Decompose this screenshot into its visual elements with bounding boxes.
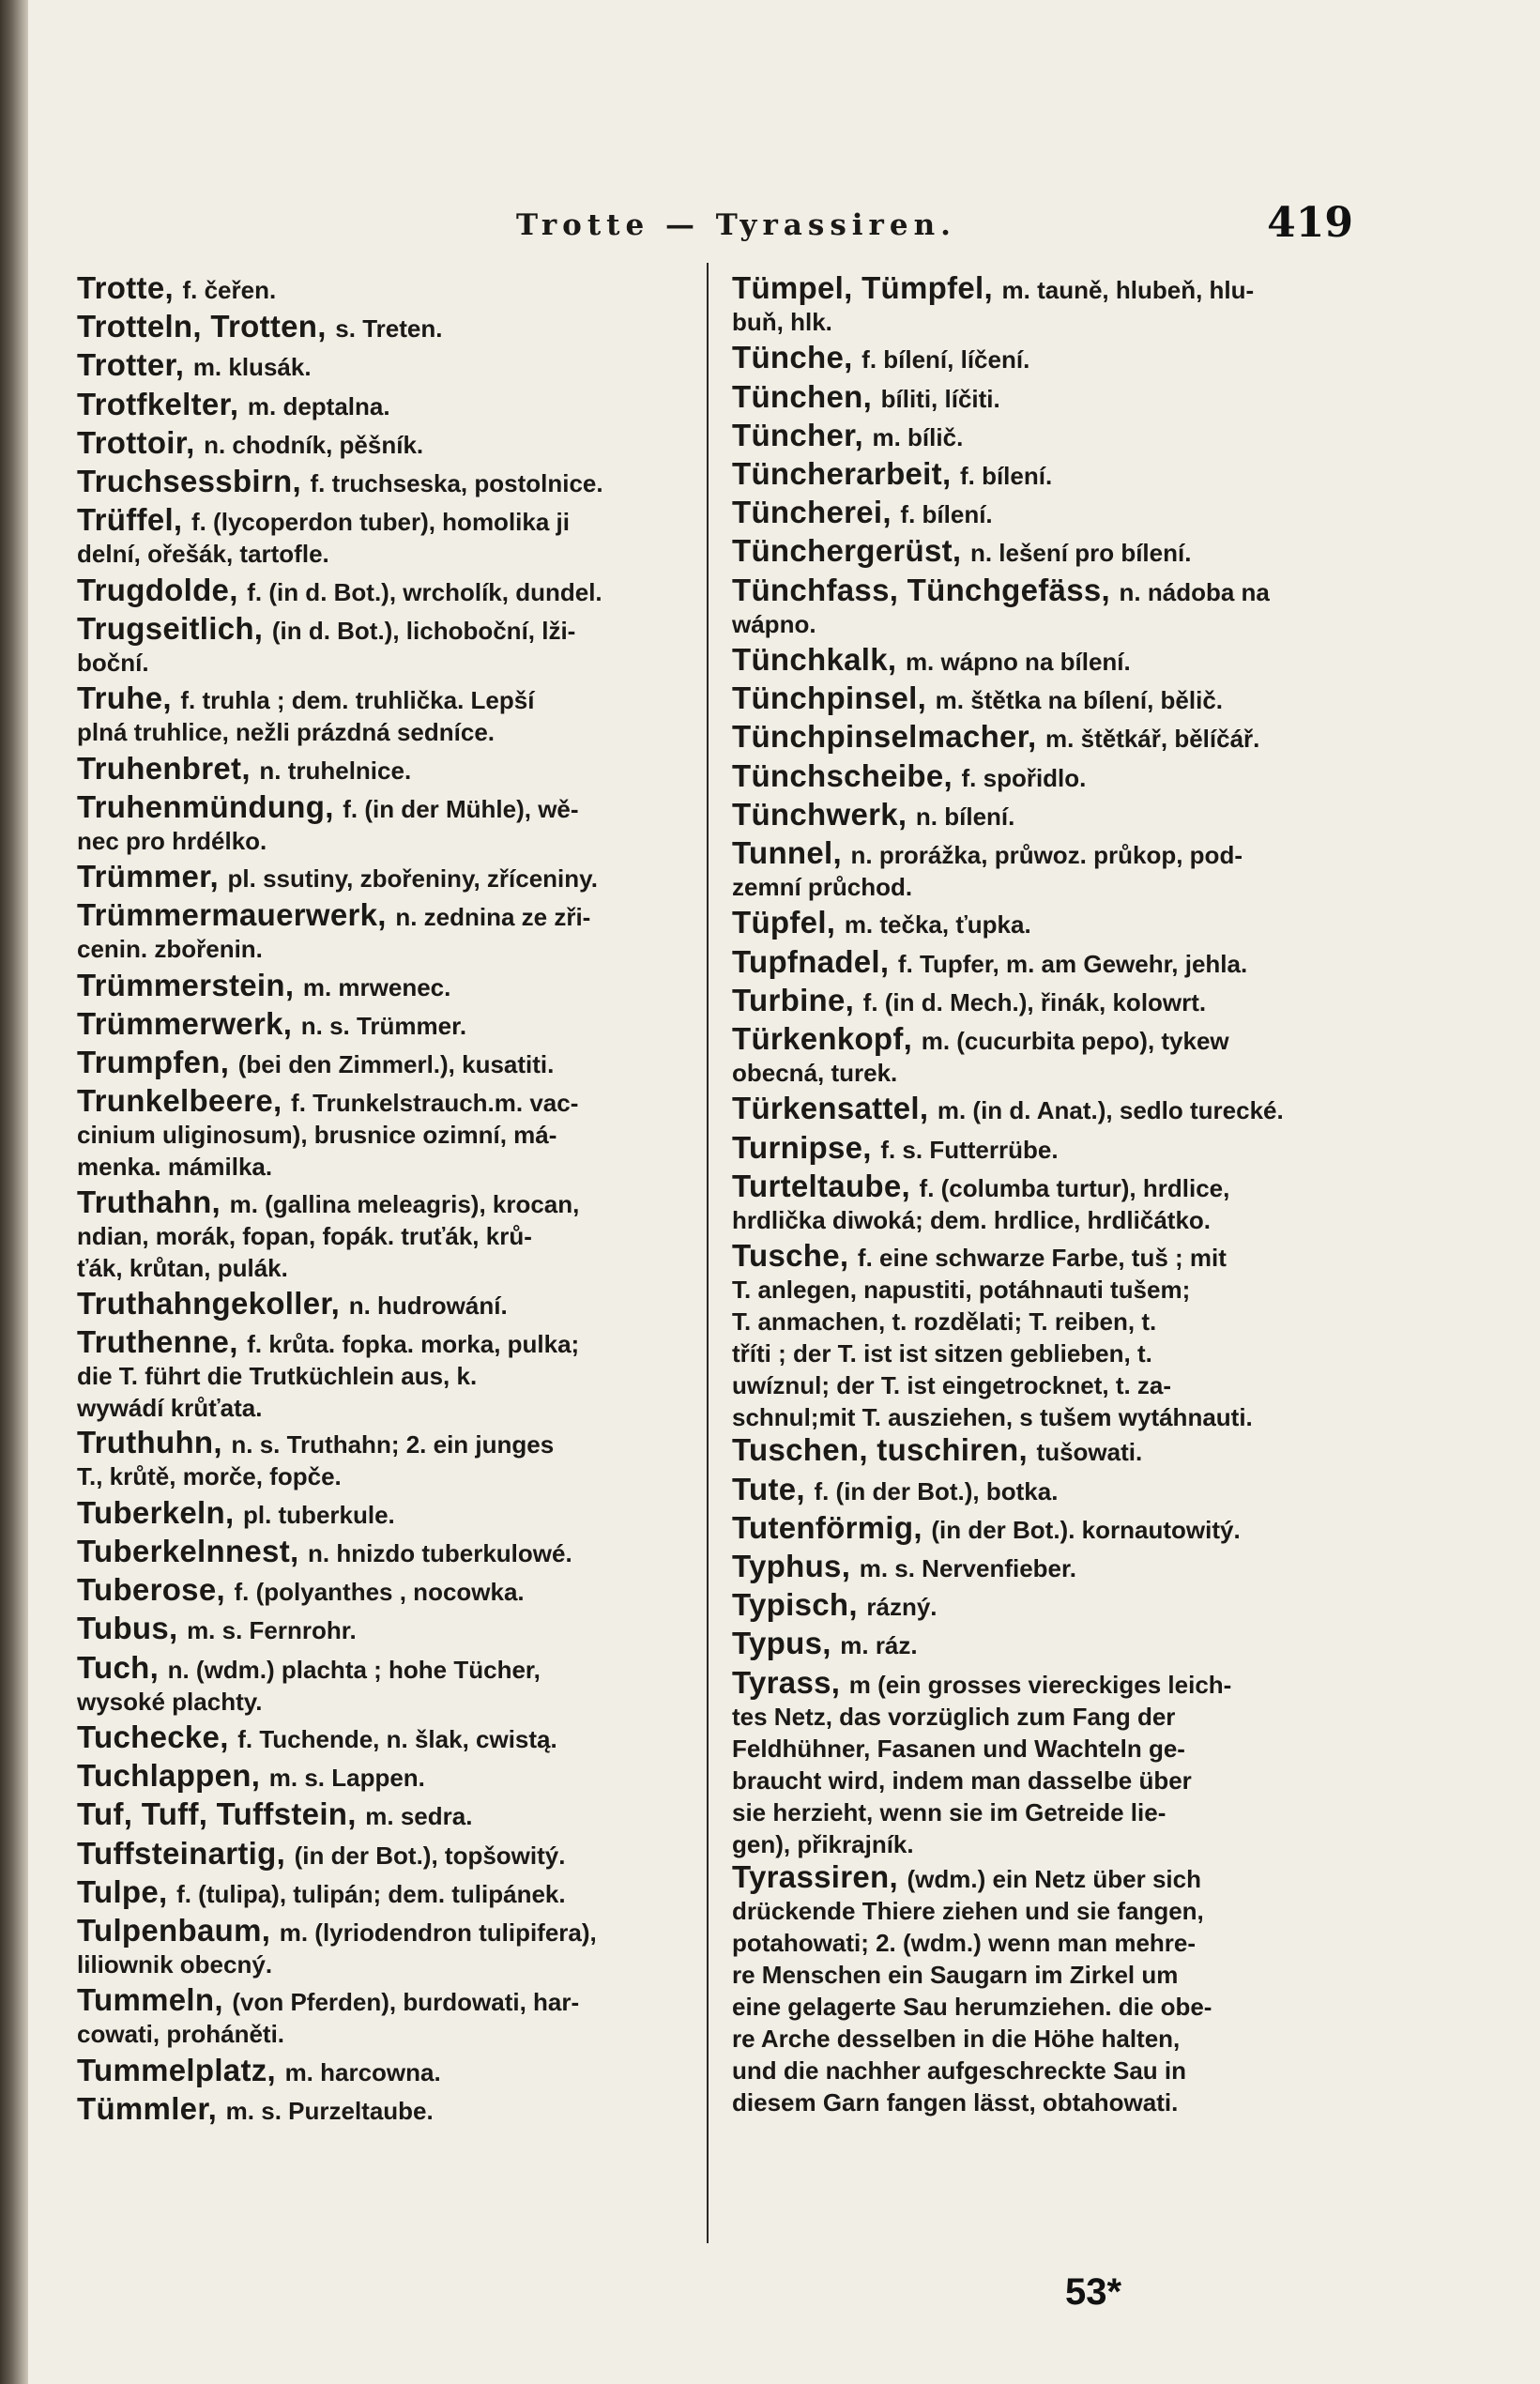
entry-continuation: ťák, krůtan, pulák. [77,1254,288,1282]
dictionary-entry [732,943,1361,980]
entry-definition: (in der Bot.). kornautowitý. [931,1515,1241,1544]
entry-definition: f. (in der Mühle), wě- [343,794,579,823]
dictionary-entry [77,1323,696,1424]
entry-headword: Tuberkeln, [77,1494,235,1530]
entry-headword: Tünche, [732,340,853,375]
entry-headword: Tüncher, [732,417,863,452]
entry-definition: m. s. Lappen. [268,1764,425,1793]
dictionary-entry [732,1628,1361,1661]
entry-definition: m. štětka na bílení, bělič. [935,686,1223,715]
entry-headword: Tunnel, [732,835,842,870]
entry-definition: n. bílení. [915,802,1015,831]
entry-headword: Tuchlappen, [77,1758,261,1794]
entry-headword: Tuchecke, [77,1719,229,1754]
dictionary-entry [77,1186,696,1284]
entry-definition: m. harcowna. [284,2057,441,2086]
entry-continuation: Feldhühner, Fasanen und Wachteln ge- [732,1734,1185,1763]
entry-definition: f. (in der Bot.), botka. [814,1476,1059,1505]
dictionary-entry [77,899,696,965]
entry-definition: m. (lyriodendron tulipifera), [279,1918,597,1947]
entry-definition: m. tečka, ťupka. [844,910,1031,940]
entry-headword: Trümmerstein, [77,967,295,1002]
dictionary-entry [732,757,1361,794]
entry-headword: Tulpenbaum, [77,1913,271,1948]
entry-headword: Tünchwerk, [732,796,907,832]
entry-continuation: zemní průchod. [732,873,913,901]
dictionary-entry [77,1494,696,1531]
entry-continuation: potahowati; 2. (wdm.) wenn man mehre- [732,1928,1197,1957]
entry-continuation: T., krůtě, morče, fopče. [77,1462,342,1491]
dictionary-entry [77,861,696,894]
entry-definition: f. čeřen. [182,276,277,304]
dictionary-entry [77,504,696,570]
dictionary-entry [732,574,1361,640]
running-head: Trotte — Tyrassiren. [516,208,956,242]
entry-headword: Typus, [732,1626,831,1661]
entry-headword: Trottoir, [77,424,195,460]
entry-headword: Tuschen, tuschiren, [732,1432,1028,1468]
entry-definition: m. (gallina meleagris), krocan, [229,1190,580,1218]
dictionary-entry [77,1008,696,1042]
entry-continuation: T. anmachen, t. rozdělati; T. reiben, t. [732,1307,1157,1337]
dictionary-entry [732,497,1361,530]
entry-definition: f. (columba turtur), hrdlice, [919,1173,1230,1202]
entry-definition: n. prorážka, průwoz. průkop, pod- [850,841,1243,869]
dictionary-entry [732,1664,1361,1860]
entry-definition: f. krůta. fopka. morka, pulka; [247,1329,580,1358]
entry-headword: Truthahngekoller, [77,1285,341,1321]
entry-headword: Tünchpinsel, [732,680,927,716]
entry-headword: Tute, [732,1471,805,1506]
dictionary-entry [732,1471,1361,1507]
dictionary-entry [732,272,1361,338]
entry-definition: m. mrwenec. [302,972,451,1001]
entry-headword: Typhus, [732,1549,851,1583]
page-number: 419 [1267,199,1353,247]
entry-continuation: hrdlička diwoká; dem. hrdlice, hrdličátko. [732,1205,1212,1234]
entry-definition: n. s. Truthahn; 2. ein junges [231,1430,555,1459]
entry-definition: m. sedra. [365,1802,473,1831]
entry-continuation: plná truhlice, nežli prázdná sedníce. [77,718,495,747]
entry-definition: m. tauně, hlubeň, hlu- [1001,276,1255,304]
entry-continuation: sie herzieht, wenn sie im Getreide lie- [732,1797,1166,1826]
entry-headword: Trumpfen, [77,1045,230,1080]
dictionary-entry [77,386,696,422]
entry-definition: f. (in d. Mech.), řinák, kolowrt. [862,987,1207,1016]
dictionary-entry [77,1427,696,1492]
entry-definition: (bei den Zimmerl.), kusatiti. [237,1050,555,1079]
entry-continuation: drückende Thiere ziehen und sie fangen, [732,1896,1204,1925]
dictionary-entry [77,1085,696,1183]
entry-definition: f. s. Futterrübe. [880,1135,1059,1164]
entry-continuation: menka. mámilka. [77,1153,273,1182]
entry-headword: Truthahn, [77,1184,221,1219]
dictionary-entry [77,424,696,461]
entry-continuation: re Arche desselben in die Höhe halten, [732,2024,1181,2053]
entry-headword: Truhenbret, [77,750,251,786]
book-spine-shadow [0,0,28,2384]
entry-continuation: diesem Garn fangen lässt, obtahowati. [732,2087,1179,2117]
dictionary-entry [77,466,696,499]
entry-definition: f. Tupfer, m. am Gewehr, jehla. [897,949,1248,978]
dictionary-entry [732,1240,1361,1433]
dictionary-entry [77,1873,696,1910]
entry-definition: n. hnizdo tuberkulowé. [308,1539,572,1567]
dictionary-entry [732,682,1361,716]
entry-continuation: braucht wird, indem man dasselbe über [732,1765,1192,1795]
entry-definition: f. truchseska, postolnice. [310,469,603,497]
dictionary-entry [77,788,696,857]
entry-headword: Türkenkopf, [732,1021,913,1056]
entry-headword: Tummelplatz, [77,2052,277,2087]
entry-definition: m (ein grosses viereckiges leich- [848,1670,1232,1699]
entry-definition: f. spořidlo. [961,763,1087,792]
entry-headword: Trotter, [77,347,185,383]
entry-definition: tušowati. [1036,1438,1143,1467]
dictionary-entry [77,1612,696,1646]
entry-headword: Tuberose, [77,1572,225,1608]
dictionary-entry [77,1798,696,1832]
entry-definition: f. (lycoperdon tuber), homolika ji [191,508,570,537]
entry-definition: n. (wdm.) plachta ; hohe Tücher, [167,1655,541,1684]
entry-headword: Trunkelbeere, [77,1083,282,1119]
dictionary-entry [77,1649,696,1718]
entry-definition: m. s. Nervenfieber. [859,1554,1076,1582]
dictionary-entry [77,750,696,787]
entry-headword: Tünchfass, Tünchgefäss, [732,572,1110,607]
entry-definition: f. truhla ; dem. truhlička. Lepší [180,686,535,715]
entry-headword: Typisch, [732,1587,858,1623]
entry-headword: Tulpe, [77,1873,168,1909]
dictionary-entry [732,417,1361,453]
entry-definition: m. bílič. [872,422,964,451]
dictionary-entry [732,1509,1361,1546]
entry-headword: Tümmler, [77,2091,218,2126]
entry-definition: (von Pferden), burdowati, har- [232,1988,580,2017]
dictionary-entry [732,907,1361,940]
entry-headword: Tünchergerüst, [732,533,962,569]
entry-continuation: die T. führt die Trutküchlein aus, k. [77,1361,478,1390]
entry-definition: n. truhelnice. [259,756,412,785]
entry-definition: n. hudrowání. [348,1291,508,1320]
dictionary-entry [732,1023,1361,1089]
entry-headword: Trotfkelter, [77,386,239,421]
dictionary-entry [77,1574,696,1608]
dictionary-entry [732,644,1361,678]
entry-continuation: nec pro hrdélko. [77,826,267,855]
dictionary-entry [732,378,1361,415]
entry-headword: Tupfnadel, [732,943,890,979]
dictionary-entry [77,610,696,679]
entry-headword: Tuch, [77,1649,160,1685]
entry-continuation: buň, hlk. [732,308,832,336]
entry-headword: Tubus, [77,1611,178,1646]
entry-definition: rázný. [866,1593,938,1622]
dictionary-entry [732,1093,1361,1126]
entry-continuation: tříti ; der T. ist ist sitzen geblieben, t. [732,1339,1152,1368]
entry-headword: Tünchscheibe, [732,757,953,793]
dictionary-entry [77,272,696,306]
entry-continuation: ndian, morák, fopan, fopák. truťák, krů- [77,1222,532,1250]
entry-continuation: obecná, turek. [732,1059,898,1087]
dictionary-entry [77,682,696,748]
dictionary-entry [77,2093,696,2127]
entry-headword: Truthuhn, [77,1425,222,1460]
entry-definition: m. (cucurbita pepo), tykew [921,1027,1229,1055]
entry-definition: m. s. Purzeltaube. [225,2097,434,2125]
dictionary-entry [732,837,1361,903]
dictionary-entry [732,796,1361,833]
entry-definition: pl. tuberkule. [242,1500,395,1529]
entry-headword: Tuffsteinartig, [77,1835,286,1871]
entry-continuation: eine gelagerte Sau herumziehen. die obe- [732,1992,1212,2021]
entry-definition: pl. ssutiny, zbořeniny, zříceniny. [227,864,598,894]
entry-definition: f. eine schwarze Farbe, tuš ; mit [857,1244,1227,1273]
dictionary-entry [732,458,1361,492]
entry-definition: m. s. Fernrohr. [187,1616,357,1645]
dictionary-entry [77,1536,696,1569]
entry-headword: Tüpfel, [732,905,836,940]
entry-headword: Trotteln, Trotten, [77,309,327,344]
entry-headword: Turbine, [732,982,855,1017]
entry-definition: (in d. Bot.), lichoboční, lži- [271,616,576,645]
entry-definition: (in der Bot.), topšowitý. [294,1841,566,1870]
entry-definition: n. lešení pro bílení. [969,539,1192,568]
entry-continuation: und die nachher aufgeschreckte Sau in [732,2055,1187,2085]
page-header [66,199,1361,255]
entry-headword: Tuberkelnnest, [77,1534,299,1568]
entry-definition: m. deptalna. [247,391,390,420]
entry-headword: Truhenmündung, [77,788,334,824]
entry-headword: Tummeln, [77,1982,223,2018]
entry-headword: Truthenne, [77,1323,238,1359]
entry-definition: m. ráz. [840,1631,918,1660]
entry-headword: Tünchkalk, [732,642,897,677]
entry-headword: Truchsessbirn, [77,464,301,498]
entry-definition: f. bílení. [959,462,1053,490]
entry-definition: n. chodník, pěšník. [204,430,424,459]
entry-headword: Trüffel, [77,502,183,538]
dictionary-entry [732,535,1361,569]
dictionary-entry [77,311,696,344]
dictionary-entry [732,1434,1361,1468]
entry-definition: m. wápno na bílení. [905,648,1131,676]
entry-continuation: T. anlegen, napustiti, potáhnauti tušem; [732,1276,1191,1305]
entry-definition: n. s. Trümmer. [300,1012,467,1040]
entry-continuation: tes Netz, das vorzüglich zum Fang der [732,1702,1176,1731]
entry-headword: Tünchpinselmacher, [732,719,1037,755]
entry-definition: m. štětkář, bělíčář. [1045,725,1260,754]
entry-continuation: gen), přikrajník. [732,1829,914,1858]
dictionary-entry [77,2052,696,2088]
entry-definition: bíliti, líčiti. [880,384,1000,413]
dictionary-entry [732,721,1361,755]
entry-definition: f. Tuchende, n. šlak, cwistą. [237,1725,557,1753]
entry-definition: n. zednina ze zři- [395,903,591,932]
entry-headword: Tutenförmig, [732,1509,922,1545]
entry-headword: Trotte, [77,270,174,305]
entry-definition: m. klusák. [192,353,312,382]
entry-headword: Truhe, [77,680,172,716]
dictionary-entry [732,1551,1361,1584]
dictionary-entry [732,1129,1361,1166]
entry-headword: Türkensattel, [732,1091,929,1126]
entry-headword: Tüncherarbeit, [732,456,952,491]
entry-definition: n. nádoba na [1119,577,1270,606]
dictionary-entry [77,1760,696,1794]
entry-definition: (wdm.) ein Netz über sich [907,1864,1201,1893]
entry-headword: Trugseitlich, [77,610,264,646]
entry-headword: Trugdolde, [77,572,238,607]
dictionary-entry [77,967,696,1003]
entry-headword: Tüncherei, [732,495,892,530]
entry-continuation: wápno. [732,609,816,638]
entry-definition: f. Trunkelstrauch.m. vac- [291,1089,579,1118]
entry-headword: Turnipse, [732,1129,872,1165]
dictionary-entry [77,349,696,383]
entry-headword: Turteltaube, [732,1168,910,1203]
entry-continuation: cinium uliginosum), brusnice ozimní, má- [77,1121,557,1150]
entry-definition: m. (in d. Anat.), sedlo turecké. [937,1096,1284,1125]
entry-headword: Tümpel, Tümpfel, [732,270,993,305]
entry-continuation: uwíznul; der T. ist eingetrocknet, t. za- [732,1371,1172,1400]
entry-continuation: schnul;mit T. ausziehen, s tušem wytáhnauti. [732,1403,1253,1432]
signature-mark: 53* [1065,2271,1122,2313]
entry-headword: Tyrass, [732,1664,841,1700]
entry-headword: Tuf, Tuff, Tuffstein, [77,1796,357,1832]
entry-definition: f. bílení, líčení. [861,345,1030,374]
column-divider [707,263,709,2243]
entry-continuation: wywádí krůťata. [77,1393,263,1422]
dictionary-entry [77,1285,696,1322]
entry-headword: Trümmer, [77,859,219,894]
dictionary-entry [77,574,696,608]
entry-headword: Tusche, [732,1238,849,1274]
entry-headword: Tünchen, [732,378,873,414]
entry-definition: f. (in d. Bot.), wrcholík, dundel. [247,577,602,606]
dictionary-entry [732,1858,1361,2118]
dictionary-entry [77,1047,696,1080]
dictionary-entry [77,1721,696,1755]
entry-continuation: wysoké plachty. [77,1687,263,1716]
entry-continuation: boční. [77,648,149,677]
entry-headword: Tyrassiren, [732,1858,898,1894]
entry-definition: f. bílení. [900,500,993,529]
entry-continuation: cowati, proháněti. [77,2020,285,2049]
dictionary-entry [77,1984,696,2050]
entry-continuation: cenin. zbořenin. [77,935,263,964]
entry-headword: Trümmermauerwerk, [77,897,387,933]
dictionary-entry [732,1170,1361,1236]
dictionary-entry [732,982,1361,1018]
dictionary-entry [77,1915,696,1980]
entry-continuation: liliownik obecný. [77,1950,273,1979]
entry-definition: s. Treten. [335,314,443,344]
dictionary-entry [732,342,1361,375]
entry-continuation: delní, ořešák, tartofle. [77,540,329,569]
entry-definition: f. (tulipa), tulipán; dem. tulipánek. [176,1879,566,1908]
entry-headword: Trümmerwerk, [77,1006,293,1041]
entry-definition: f. (polyanthes , nocowka. [234,1578,525,1607]
dictionary-entry [732,1589,1361,1623]
dictionary-entry [77,1835,696,1872]
entry-continuation: re Menschen ein Saugarn im Zirkel um [732,1960,1179,1989]
